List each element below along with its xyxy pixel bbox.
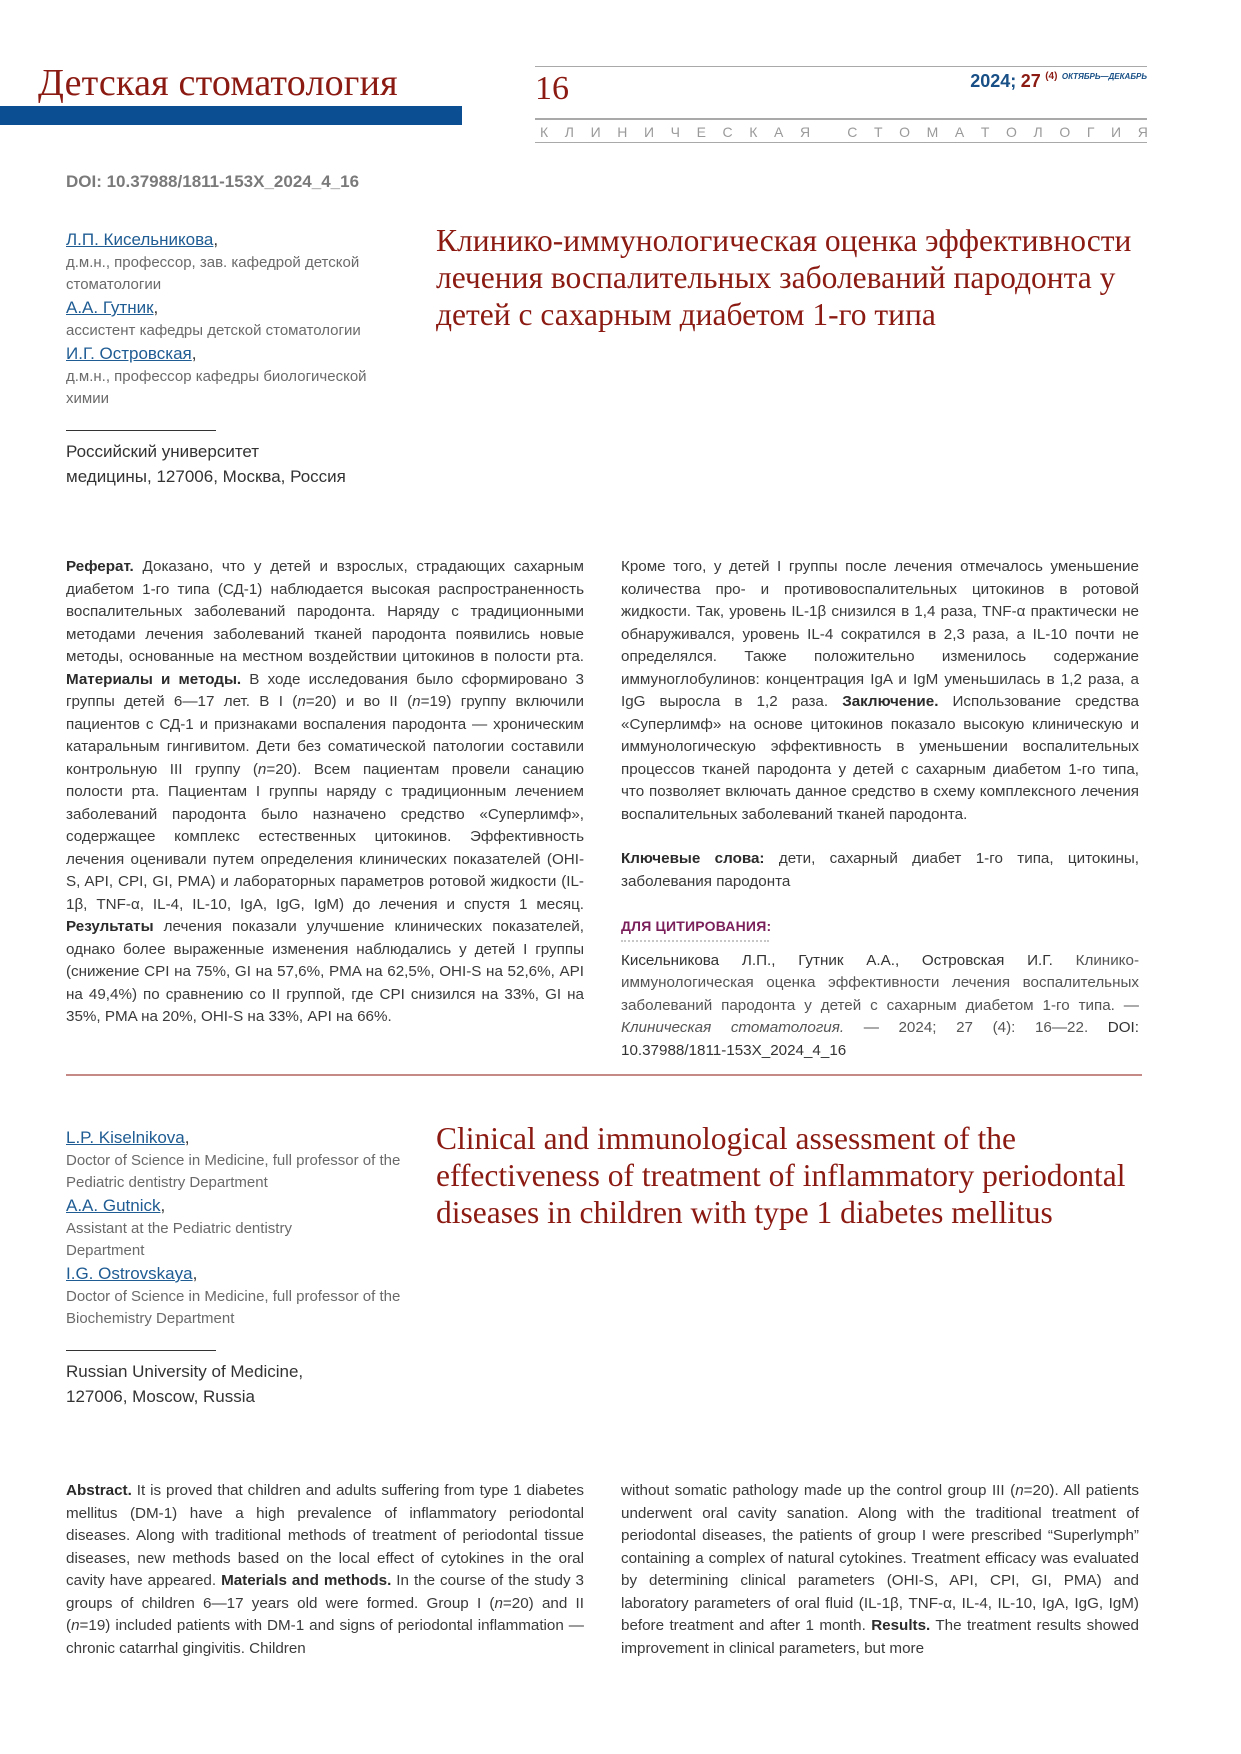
n-symbol: n bbox=[1015, 1482, 1024, 1499]
n-symbol: n bbox=[412, 693, 421, 710]
author-link[interactable]: L.P. Kiselnikova bbox=[66, 1128, 185, 1147]
abstract-paragraph bbox=[66, 556, 584, 1029]
section-letter: И bbox=[643, 124, 655, 140]
citation-dots bbox=[621, 940, 769, 942]
section-divider bbox=[66, 1074, 1142, 1076]
author-name: И.Г. Островская, bbox=[66, 344, 197, 363]
abstract-paragraph bbox=[621, 1480, 1139, 1660]
n-symbol: n bbox=[297, 693, 306, 710]
header-rule-mid bbox=[535, 118, 1147, 120]
section-letter: Ч bbox=[670, 124, 680, 140]
abstract-text: The treatment results showed improvement in clinical parameters, but more bbox=[621, 1617, 1139, 1657]
abstract-ru-right bbox=[621, 556, 1139, 1062]
author-name: L.P. Kiselnikova, bbox=[66, 1128, 190, 1147]
citation-doi[interactable]: DOI: 10.37988/1811-153X_2024_4_16 bbox=[621, 1019, 1139, 1059]
author-link[interactable]: А.А. Гутник bbox=[66, 298, 154, 317]
label-methods: Материалы и методы. bbox=[66, 670, 242, 688]
keywords-label: Ключевые слова: bbox=[621, 850, 765, 867]
abstract-text: In the course of the study 3 groups of children 6—17 years old were formed. Group I ( bbox=[66, 1572, 584, 1612]
affiliation-rule bbox=[66, 430, 216, 431]
section-letter: Я bbox=[800, 124, 811, 140]
issue-volume: 27 bbox=[1020, 71, 1041, 91]
author-name: А.А. Гутник, bbox=[66, 298, 159, 317]
section-letter: Е bbox=[696, 124, 706, 140]
section-letter: К bbox=[749, 124, 758, 140]
author-role: д.м.н., профессор кафедры биологической химии bbox=[66, 368, 367, 407]
page-number: 16 bbox=[535, 70, 569, 107]
article-title-en: Clinical and immunological assessment of the effectiveness of treatment of inflammatory periodontal diseases in children with type 1 diabetes mellitus bbox=[436, 1121, 1126, 1230]
label-conclusion: Заключение. bbox=[842, 693, 939, 710]
author-link[interactable]: Л.П. Кисельникова bbox=[66, 230, 214, 249]
affiliation-line: Российский университет bbox=[66, 442, 260, 461]
section-letter: Я bbox=[1137, 124, 1148, 140]
section-letter: С bbox=[722, 124, 733, 140]
section-letter: А bbox=[954, 124, 965, 140]
citation bbox=[621, 950, 1139, 1063]
authors-en bbox=[66, 1126, 406, 1409]
section-letter: К bbox=[540, 124, 549, 140]
abstract-text: =19) группу включили пациентов с СД-1 и признаками воспаления пародонта — хроническим катаральным гингивитом. Дети без соматической патологии составили контрольную III группу ( bbox=[66, 693, 584, 778]
affiliation-line: 127006, Moscow, Russia bbox=[66, 1387, 255, 1406]
author-role: ассистент кафедры детской стоматологии bbox=[66, 322, 361, 339]
section-letter: Л bbox=[564, 124, 574, 140]
abstract-text: Доказано, что у детей и взрослых, страдающих сахарным диабетом 1-го типа (СД-1) наблюдается высокая распространенность воспалительных заболеваний пародонта. Наряду с традиционными методами лечения заболеваний тканей пародонта появились новые методы, основанные на местном воздействии цитокинов в полости рта. bbox=[66, 558, 584, 665]
author-role: Doctor of Science in Medicine, full professor of the Biochemistry Department bbox=[66, 1288, 401, 1327]
author-role: д.м.н., профессор, зав. кафедрой детской стоматологии bbox=[66, 254, 360, 293]
abstract-paragraph bbox=[66, 1480, 584, 1660]
issue-info bbox=[970, 72, 1147, 91]
label-methods: Materials and methods. bbox=[221, 1572, 392, 1589]
label-results: Results. bbox=[871, 1617, 931, 1634]
abstract-paragraph bbox=[621, 556, 1139, 826]
section-letter: И bbox=[590, 124, 601, 140]
abstract-en-right bbox=[621, 1480, 1139, 1660]
section-letter: А bbox=[774, 124, 784, 140]
header-rule-top bbox=[535, 66, 1147, 67]
brand-bar bbox=[0, 106, 462, 125]
label-abstract: Abstract. bbox=[66, 1482, 132, 1499]
affiliation-line: медицины, 127006, Москва, Россия bbox=[66, 467, 346, 486]
abstract-text: =20). Всем пациентам провели санацию полости рта. Пациентам I группы наряду с традиционным лечением заболеваний пародонта было назначено средство «Суперлимф», содержащее комплекс естественных цитокинов. Эффективность лечения оценивали путем определения клинических показателей (OHI-S, API, CPI, GI, PMA) и лабораторных параметров ротовой жидкости (IL-1β, TNF-α, IL-4, IL-10, IgA, IgG, IgM) до лечения и спустя 1 месяц. bbox=[66, 760, 585, 913]
abstract-text: =20) and II ( bbox=[66, 1594, 584, 1634]
section-letter bbox=[827, 124, 831, 140]
journal-title: Детская стоматология bbox=[38, 62, 398, 104]
section-letter: Т bbox=[873, 124, 883, 140]
n-symbol: n bbox=[257, 760, 267, 778]
author-name: Л.П. Кисельникова, bbox=[66, 230, 219, 249]
issue-number: (4) bbox=[1045, 71, 1058, 82]
citation-heading: ДЛЯ ЦИТИРОВАНИЯ: bbox=[621, 918, 772, 934]
author-name: A.A. Gutnick, bbox=[66, 1196, 166, 1215]
issue-year: 2024; bbox=[970, 71, 1017, 91]
issue-months: ОКТЯБРЬ—ДЕКАБРЬ bbox=[1061, 72, 1147, 81]
section-label bbox=[540, 124, 1148, 140]
citation-issue: — 2024; 27 (4): 16—22. bbox=[844, 1019, 1108, 1036]
author-link[interactable]: И.Г. Островская bbox=[66, 344, 192, 363]
abstract-text: Кроме того, у детей I группы после лечения отмечалось уменьшение количества про- и противовоспалительных цитокинов в ротовой жидкости. Так, уровень IL-1β снизился в 1,4 раза, TNF-α практически не обнаруживался, уровень IL-4 сократился в 2,3 раза, а IL-10 почти не определялся. Также положительно изменилось содержание иммуноглобулинов: концентрация IgA и IgM уменьшилась в 1,2 раза, а IgG выросла в 1,2 раза. bbox=[621, 558, 1139, 710]
abstract-text: =20) и во II ( bbox=[305, 693, 413, 710]
doi: DOI: 10.37988/1811-153X_2024_4_16 bbox=[66, 172, 360, 191]
author-role: Doctor of Science in Medicine, full professor of the Pediatric dentistry Department bbox=[66, 1152, 401, 1191]
section-letter: Л bbox=[1033, 124, 1043, 140]
author-role: Assistant at the Pediatric dentistry Department bbox=[66, 1220, 292, 1259]
label-results: Результаты bbox=[66, 918, 154, 935]
citation-journal: Клиническая стоматология. bbox=[621, 1019, 845, 1036]
citation-title: Клинико-иммунологическая оценка эффективности лечения воспалительных заболеваний пародонта у детей с сахарным диабетом 1-го типа. — bbox=[621, 951, 1139, 1014]
abstract-text: without somatic pathology made up the control group III ( bbox=[621, 1482, 1016, 1499]
section-letter: Г bbox=[1086, 124, 1095, 140]
affiliation-line: Russian University of Medicine, bbox=[66, 1362, 304, 1381]
section-letter: И bbox=[1111, 124, 1122, 140]
section-letter: О bbox=[1006, 124, 1017, 140]
author-name: I.G. Ostrovskaya, bbox=[66, 1264, 198, 1283]
n-symbol: n bbox=[71, 1617, 80, 1634]
author-link[interactable]: A.A. Gutnick bbox=[66, 1196, 161, 1215]
section-letter: О bbox=[1059, 124, 1071, 140]
section-letter: Т bbox=[980, 124, 990, 140]
header-rule-bottom bbox=[535, 142, 1147, 143]
affiliation bbox=[66, 1359, 406, 1409]
keywords bbox=[621, 848, 1139, 893]
authors-ru bbox=[66, 228, 406, 489]
section-letter: М bbox=[926, 124, 939, 140]
abstract-text: В ходе исследования было сформировано 3 группы детей 6—17 лет. В I ( bbox=[66, 670, 584, 710]
n-symbol: n bbox=[494, 1594, 503, 1612]
label-referat: Реферат. bbox=[66, 558, 134, 575]
abstract-text: It is proved that children and adults suffering from type 1 diabetes mellitus (DM-1) have a high prevalence of inflammatory periodontal diseases. Along with traditional methods of treatment of periodontal tissue diseases, new methods based on the local effect of cytokines in the oral cavity have appeared. bbox=[66, 1482, 584, 1589]
affiliation bbox=[66, 439, 406, 489]
section-letter: Н bbox=[617, 124, 628, 140]
abstract-en-left bbox=[66, 1480, 584, 1660]
article-title-ru: Клинико-иммунологическая оценка эффективности лечения воспалительных заболеваний пародонта у детей с сахарным диабетом 1-го типа bbox=[436, 223, 1132, 332]
affiliation-rule bbox=[66, 1350, 216, 1351]
abstract-text: =20). All patients underwent oral cavity sanation. Along with the traditional treatment of periodontal diseases, the patients of group I were prescribed “Superlymph” containing a complex of natural cytokines. Treatment efficacy was evaluated by determining clinical parameters (OHI-S, API, CPI, GI, PMA) and laboratory parameters of oral fluid (IL-1β, TNF-α, IL-4, IL-10, IgA, IgG, IgM) before treatment and after 1 month. bbox=[621, 1482, 1140, 1634]
section-letter: С bbox=[847, 124, 858, 140]
section-letter: О bbox=[899, 124, 911, 140]
abstract-text: =19) included patients with DM-1 and signs of periodontal inflammation — chronic catarrhal gingivitis. Children bbox=[66, 1617, 584, 1657]
abstract-ru-left bbox=[66, 556, 584, 1029]
abstract-text: Использование средства «Суперлимф» на основе цитокинов показало высокую клиническую и иммунологическую эффективность в уменьшении воспалительных процессов тканей пародонта у детей с сахарным диабетом 1-го типа, что позволяет включать данное средство в схему комплексного лечения воспалительных заболеваний тканей пародонта. bbox=[621, 693, 1140, 823]
author-link[interactable]: I.G. Ostrovskaya bbox=[66, 1264, 193, 1283]
keywords-text: дети, сахарный диабет 1-го типа, цитокины, заболевания пародонта bbox=[621, 850, 1139, 890]
citation-authors: Кисельникова Л.П., Гутник А.А., Островская И.Г. bbox=[621, 951, 1053, 969]
abstract-text: лечения показали улучшение клинических показателей, однако более выраженные изменения наблюдались у детей I группы (снижение CPI на 75%, GI на 57,6%, PMA на 62,5%, OHI-S на 52,6%, API на 49,4%) по сравнению со II группой, где CPI снизился на 33%, GI на 35%, PMA на 20%, OHI-S на 33%, API на 66%. bbox=[66, 918, 584, 1025]
